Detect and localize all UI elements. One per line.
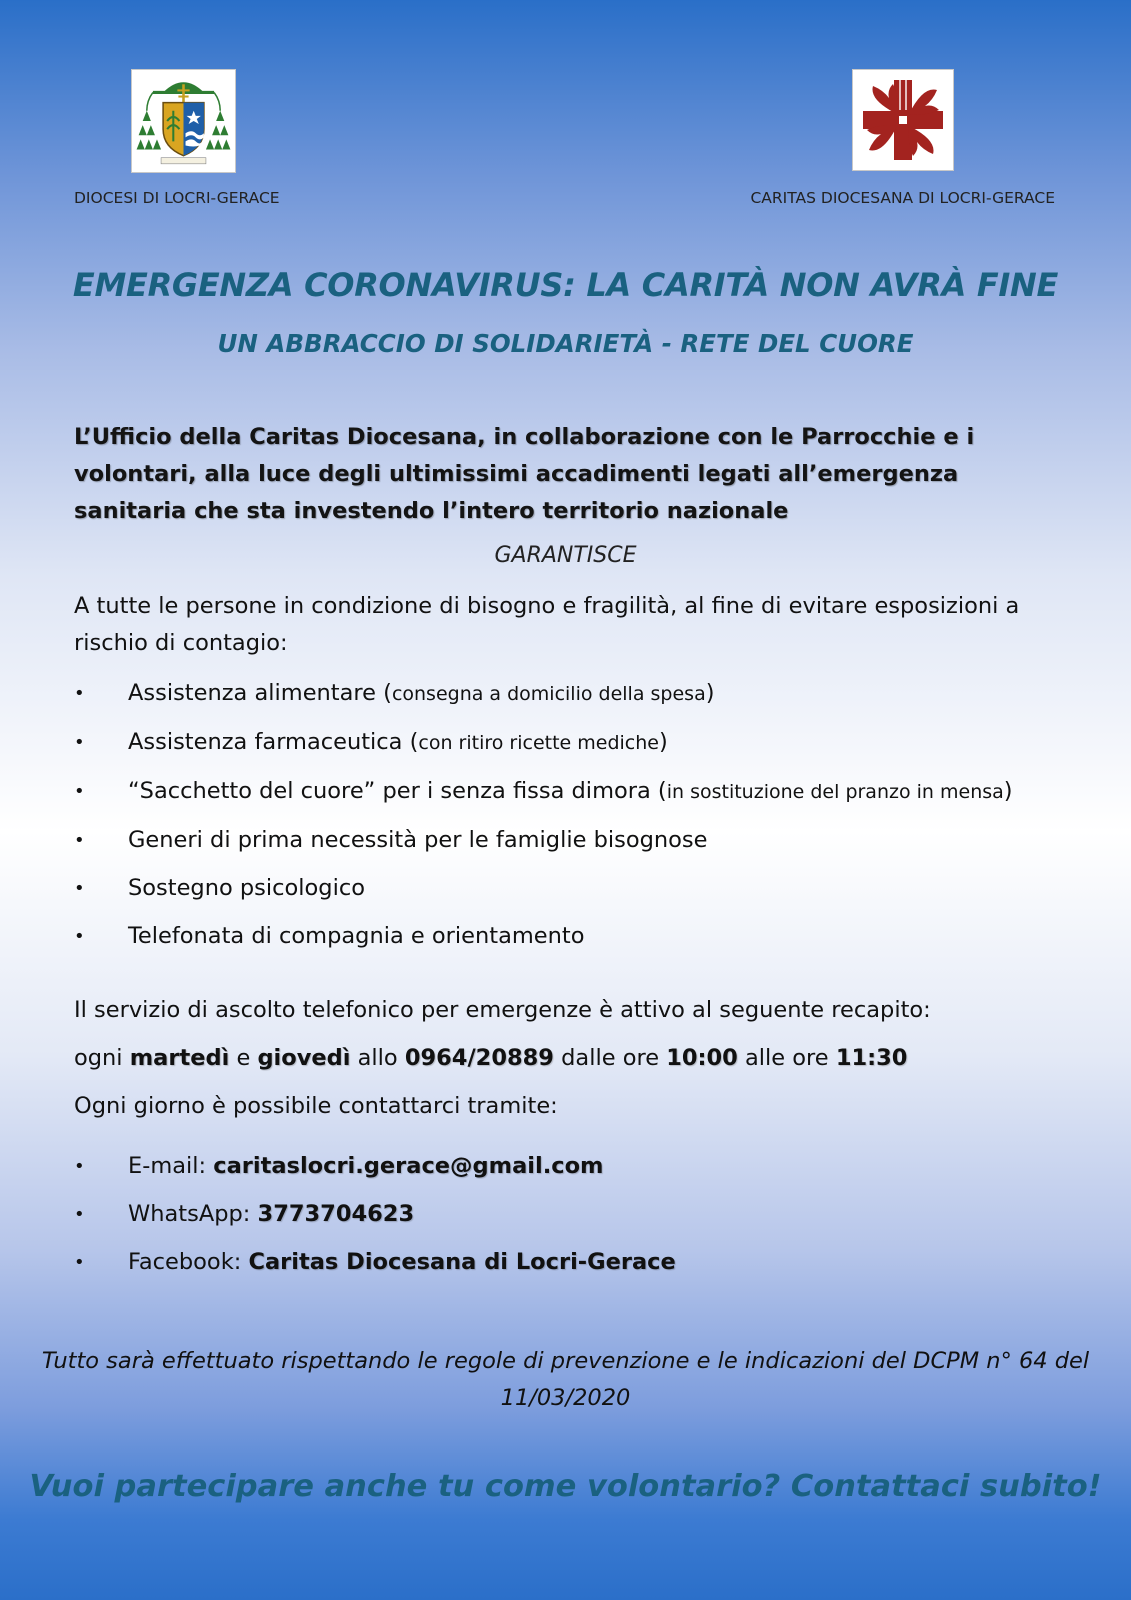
garantisce-heading: GARANTISCE <box>494 543 637 568</box>
contact-label: E-mail: <box>128 1153 207 1179</box>
contacts-list <box>74 1148 1064 1292</box>
time-to: 11:30 <box>835 1045 908 1071</box>
contact-whatsapp <box>74 1196 1064 1233</box>
phone-service-intro: Il servizio di ascolto telefonico per emergenze è attivo al seguente recapito: <box>74 997 931 1023</box>
service-detail: con ritiro ricette mediche <box>418 732 659 754</box>
list-item <box>74 724 1064 762</box>
schedule-word: alle ore <box>745 1045 829 1071</box>
contact-email <box>74 1148 1064 1185</box>
bullet-icon: • <box>74 878 85 899</box>
caritas-logo <box>852 69 954 171</box>
schedule-word: ogni <box>74 1045 123 1071</box>
service-label: Telefonata di compagnia e orientamento <box>128 923 585 949</box>
service-close: ) <box>705 680 715 706</box>
service-label: Sostegno psicologico <box>128 875 365 901</box>
diocese-coat-of-arms-logo <box>131 69 236 173</box>
schedule-word: dalle ore <box>561 1045 660 1071</box>
whatsapp-number[interactable]: 3773704623 <box>257 1201 415 1227</box>
list-item <box>74 773 1064 811</box>
day-tuesday: martedì <box>129 1045 230 1071</box>
bullet-icon: • <box>74 830 85 851</box>
service-label: “Sacchetto del cuore” per i senza fissa dimora ( <box>128 778 667 804</box>
service-detail: in sostituzione del pranzo in mensa <box>666 781 1004 803</box>
bullet-icon: • <box>74 732 85 753</box>
service-detail: consegna a domicilio della spesa <box>391 683 706 705</box>
caritas-name: CARITAS DIOCESANA DI LOCRI-GERACE <box>750 189 1055 207</box>
schedule-word: allo <box>357 1045 398 1071</box>
service-close: ) <box>1003 778 1013 804</box>
bullet-icon: • <box>74 926 85 947</box>
service-label: Generi di prima necessità per le famiglie bisognose <box>128 827 708 853</box>
subtitle: UN ABBRACCIO DI SOLIDARIETÀ - RETE DEL CUORE <box>217 329 914 358</box>
volunteer-call-to-action: Vuoi partecipare anche tu come volontario? Contattaci subito! <box>29 1469 1102 1504</box>
closing-note: Tutto sarà effettuato rispettando le regole di prevenzione e le indicazioni del DCPM n° 64 del 11/03/2020 <box>41 1348 1090 1411</box>
bullet-icon: • <box>74 781 85 802</box>
service-close: ) <box>659 729 668 755</box>
list-item <box>74 870 1064 907</box>
contact-intro: Ogni giorno è possibile contattarci tramite: <box>74 1093 558 1119</box>
time-from: 10:00 <box>666 1045 738 1071</box>
email-link[interactable]: caritaslocri.gerace@gmail.com <box>213 1153 604 1179</box>
contact-label: Facebook: <box>128 1249 242 1275</box>
list-item <box>74 918 1064 955</box>
bullet-icon: • <box>74 1156 85 1177</box>
service-label: Assistenza farmaceutica ( <box>128 729 419 755</box>
list-item <box>74 822 1064 859</box>
phone-number[interactable]: 0964/20889 <box>404 1045 554 1071</box>
phone-service-schedule <box>74 1040 907 1077</box>
contact-facebook <box>74 1244 1064 1281</box>
list-item <box>74 675 1064 713</box>
beneficiaries-paragraph: A tutte le persone in condizione di bisogno e fragilità, al fine di evitare esposizioni a rischio di contagio: <box>74 593 1020 656</box>
contact-label: WhatsApp: <box>128 1201 251 1227</box>
services-list <box>74 675 1064 966</box>
intro-paragraph: L’Ufficio della Caritas Diocesana, in collaborazione con le Parrocchie e i volontari, alla luce degli ultimissimi accadimenti legati all’emergenza sanitaria che sta investendo l’intero territorio nazionale <box>74 424 975 524</box>
bullet-icon: • <box>74 1252 85 1273</box>
service-label: Assistenza alimentare ( <box>128 680 392 706</box>
bullet-icon: • <box>74 683 85 704</box>
bullet-icon: • <box>74 1204 85 1225</box>
day-thursday: giovedì <box>257 1045 351 1071</box>
main-title: EMERGENZA CORONAVIRUS: LA CARITÀ NON AVRÀ FINE <box>72 266 1059 304</box>
diocese-name: DIOCESI DI LOCRI-GERACE <box>74 189 280 207</box>
facebook-page[interactable]: Caritas Diocesana di Locri-Gerace <box>248 1249 676 1275</box>
schedule-word: e <box>236 1045 251 1071</box>
